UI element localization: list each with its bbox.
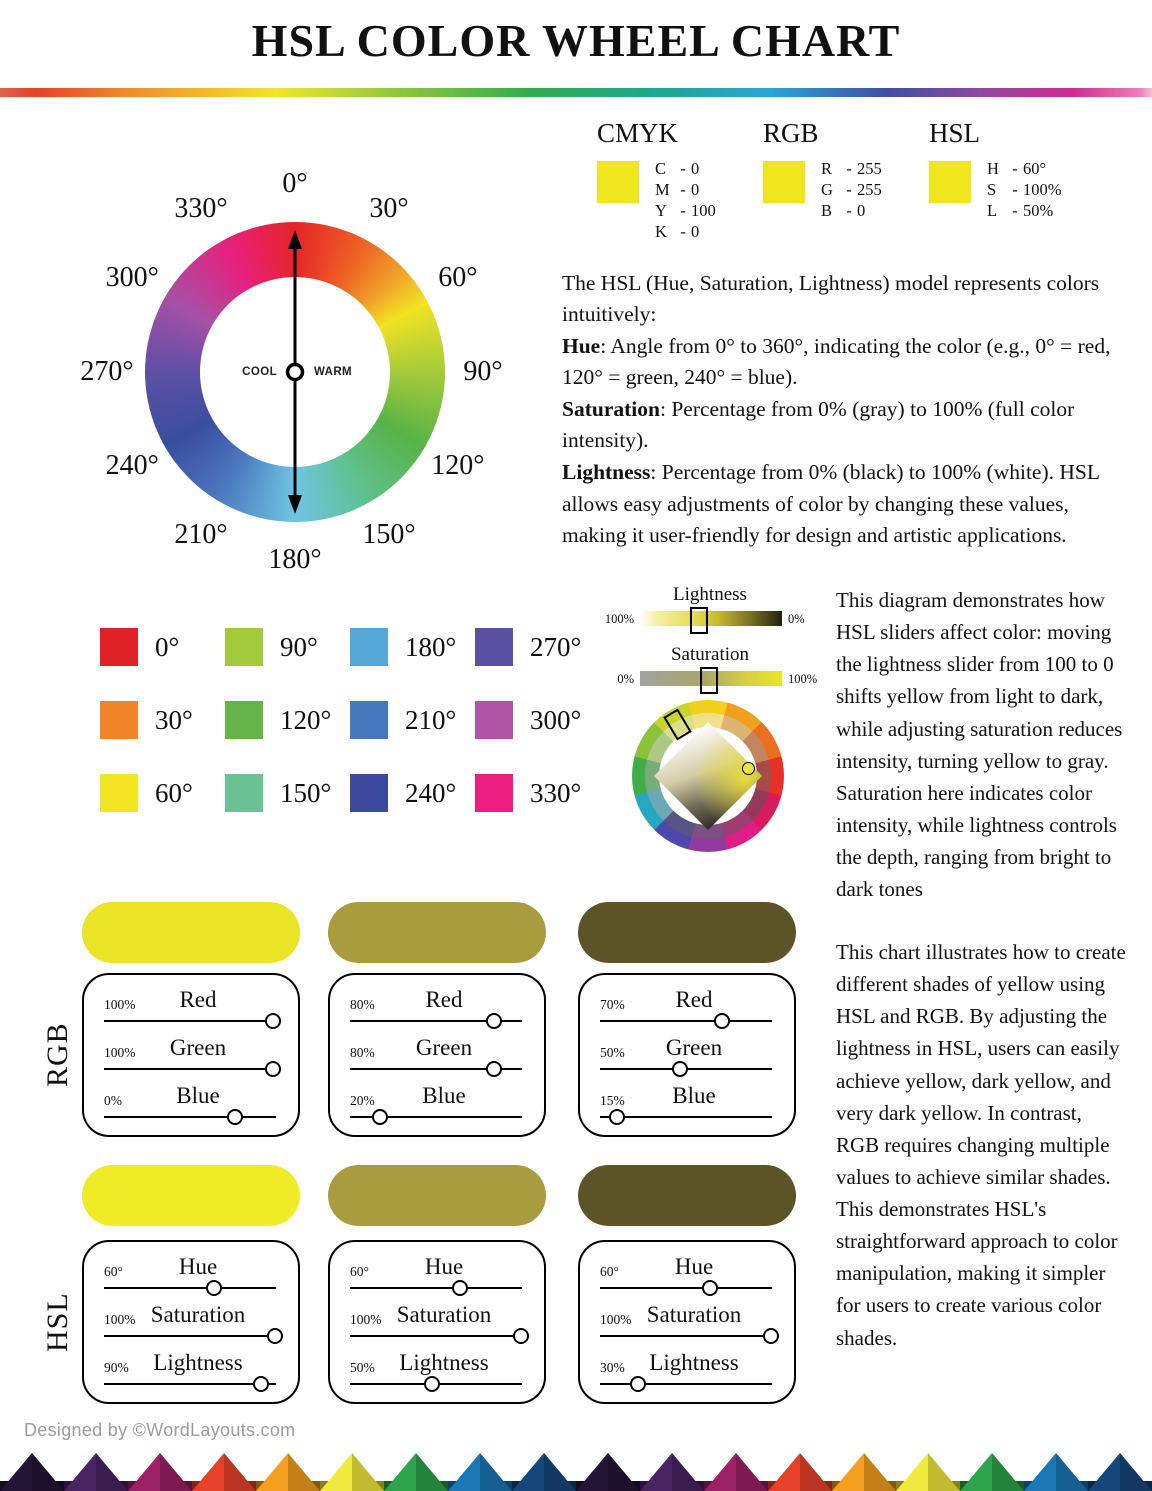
wheel-degree-label: 150° bbox=[362, 518, 416, 550]
slider-row bbox=[104, 988, 278, 1028]
slider-row bbox=[104, 1036, 278, 1076]
row-label-hsl: HSL bbox=[41, 1292, 74, 1352]
color-model-value-row bbox=[821, 200, 882, 221]
slider-row bbox=[104, 1303, 278, 1343]
slider-track bbox=[600, 1062, 774, 1076]
slider-knob bbox=[714, 1013, 730, 1029]
color-model-value-row bbox=[987, 179, 1062, 200]
hue-swatch-item bbox=[475, 628, 597, 666]
slider-row bbox=[350, 1351, 524, 1391]
slider-name: Lightness bbox=[153, 1350, 243, 1375]
value-number: 255 bbox=[857, 159, 882, 178]
value-number: 0 bbox=[691, 222, 700, 241]
shades-chart-paragraph: This chart illustrates how to create different shades of yellow using HSL and RGB. By adjusting the lightness in HSL, users can easily achieve yellow, dark yellow, and very dark yellow. In contrast, RGB requires changing multiple values to achieve similar shades. This demonstrates HSL's straightforward approach to color manipulation, making it simpler for users to create various color shades. bbox=[836, 940, 1126, 1350]
slider-row bbox=[350, 1303, 524, 1343]
value-number: 50% bbox=[1023, 201, 1054, 220]
slider-name: Green bbox=[415, 1035, 473, 1060]
zigzag-footer-pattern bbox=[0, 1451, 1152, 1491]
slider-name: Saturation bbox=[150, 1302, 246, 1327]
hue-swatch-item bbox=[100, 701, 222, 739]
value-key: S bbox=[987, 180, 997, 199]
slider-track bbox=[350, 1014, 524, 1028]
slider-knob bbox=[372, 1109, 388, 1125]
slider-value: 100% bbox=[600, 1312, 632, 1327]
color-model-title: HSL bbox=[929, 118, 981, 148]
saturation-left-value: 0% bbox=[617, 672, 634, 686]
value-dash: - bbox=[846, 180, 852, 199]
lightness-definition: : Percentage from 0% (black) to 100% (white). HSL allows easy adjustments of color by changing these values, making it user-friendly for design and artistic applications. bbox=[562, 460, 1100, 548]
value-dash: - bbox=[1012, 180, 1018, 199]
slider-name: Lightness bbox=[649, 1350, 739, 1375]
slider-name: Blue bbox=[422, 1083, 466, 1108]
slider-track bbox=[350, 1062, 524, 1076]
page-title: HSL COLOR WHEEL CHART bbox=[251, 15, 901, 66]
hue-swatch-label: 30° bbox=[155, 704, 193, 735]
slider-value: 60° bbox=[350, 1264, 369, 1279]
rgb-slider-panel bbox=[328, 973, 546, 1137]
slider-track bbox=[350, 1110, 524, 1124]
slider-row bbox=[600, 1084, 774, 1124]
slider-knob bbox=[267, 1328, 283, 1344]
slider-knob bbox=[206, 1280, 222, 1296]
hue-swatch-item bbox=[225, 701, 347, 739]
slider-name: Red bbox=[179, 987, 217, 1012]
slider-name: Hue bbox=[424, 1254, 464, 1279]
wheel-degree-label: 120° bbox=[431, 450, 485, 481]
hue-swatch-item bbox=[100, 628, 222, 666]
hue-swatch bbox=[100, 701, 138, 739]
value-dash: - bbox=[680, 180, 686, 199]
mini-color-wheel bbox=[632, 700, 784, 852]
color-model-value-row bbox=[655, 158, 716, 179]
color-model-value-row bbox=[821, 158, 882, 179]
slider-knob bbox=[265, 1013, 281, 1029]
hue-swatch-item bbox=[350, 701, 472, 739]
wheel-degree-label: 270° bbox=[80, 356, 134, 387]
wheel-degree-label: 0° bbox=[282, 168, 308, 199]
hsl-slider-panel bbox=[578, 1240, 796, 1404]
slider-name: Blue bbox=[672, 1083, 716, 1108]
slider-track bbox=[600, 1110, 774, 1124]
color-model-cmyk bbox=[597, 118, 747, 242]
slider-track bbox=[104, 1062, 278, 1076]
color-model-title: RGB bbox=[763, 118, 819, 148]
slider-value: 80% bbox=[350, 997, 375, 1012]
slider-row bbox=[600, 1255, 774, 1295]
sliders-demo-paragraph: This diagram demonstrates how HSL sliders affect color: moving the lightness slider from 100 to 0 shifts yellow from light to dark, while adjusting saturation reduces intensity, turning yellow to gray. Saturation here indicates color intensity, while lightness controls the depth, ranging from bright to dark tones bbox=[836, 588, 1123, 902]
slider-knob bbox=[265, 1061, 281, 1077]
slider-knob bbox=[630, 1376, 646, 1392]
color-model-value-row bbox=[655, 200, 716, 221]
color-model-title: CMYK bbox=[597, 118, 679, 148]
slider-row bbox=[350, 1255, 524, 1295]
wheel-degree-label: 330° bbox=[174, 193, 228, 225]
slider-value: 100% bbox=[104, 997, 136, 1012]
color-model-swatch bbox=[929, 161, 971, 203]
saturation-slider-marker bbox=[700, 667, 718, 694]
color-model-value-row bbox=[821, 179, 882, 200]
hue-swatch-label: 150° bbox=[280, 777, 332, 808]
hsl-shade-swatch bbox=[82, 1165, 300, 1226]
slider-row bbox=[104, 1084, 278, 1124]
hue-swatch bbox=[225, 774, 263, 812]
slider-track bbox=[104, 1110, 278, 1124]
hsl-slider-panel bbox=[82, 1240, 300, 1404]
slider-knob bbox=[763, 1328, 779, 1344]
color-model-value-row bbox=[987, 200, 1062, 221]
slider-knob bbox=[609, 1109, 625, 1125]
saturation-definition: : Percentage from 0% (gray) to 100% (full color intensity). bbox=[562, 396, 1075, 453]
value-number: 255 bbox=[857, 180, 882, 199]
slider-knob bbox=[452, 1280, 468, 1296]
value-key: R bbox=[821, 159, 833, 178]
slider-name: Green bbox=[169, 1035, 227, 1060]
rgb-slider-panel bbox=[578, 973, 796, 1137]
value-dash: - bbox=[680, 159, 686, 178]
color-wheel bbox=[80, 168, 503, 575]
slider-track bbox=[600, 1329, 774, 1343]
slider-name: Saturation bbox=[646, 1302, 742, 1327]
slider-row bbox=[350, 1084, 524, 1124]
lightness-right-value: 0% bbox=[788, 612, 805, 626]
hue-swatch-label: 240° bbox=[405, 777, 457, 808]
slider-value: 80% bbox=[350, 1045, 375, 1060]
hue-swatch-label: 0° bbox=[155, 631, 180, 662]
hue-swatch bbox=[100, 628, 138, 666]
slider-track bbox=[600, 1377, 774, 1391]
lightness-slider-bar bbox=[640, 611, 782, 626]
slider-value: 20% bbox=[350, 1093, 375, 1108]
slider-name: Hue bbox=[674, 1254, 714, 1279]
value-key: Y bbox=[655, 201, 667, 220]
slider-knob bbox=[486, 1013, 502, 1029]
slider-name: Red bbox=[675, 987, 713, 1012]
slider-row bbox=[350, 1036, 524, 1076]
value-dash: - bbox=[1012, 201, 1018, 220]
slider-value: 100% bbox=[350, 1312, 382, 1327]
value-dash: - bbox=[846, 159, 852, 178]
saturation-slider-title: Saturation bbox=[670, 644, 750, 665]
mini-wheel-picker-dot bbox=[742, 762, 755, 775]
wheel-degree-label: 90° bbox=[463, 356, 503, 387]
slider-row bbox=[600, 1036, 774, 1076]
slider-track bbox=[350, 1377, 524, 1391]
slider-track bbox=[104, 1281, 278, 1295]
hue-swatch-label: 60° bbox=[155, 777, 193, 808]
value-number: 0 bbox=[691, 180, 700, 199]
hue-swatch-item bbox=[350, 628, 472, 666]
lightness-term: Lightness bbox=[562, 460, 651, 485]
slider-row bbox=[600, 1303, 774, 1343]
wheel-degree-label: 180° bbox=[268, 544, 322, 575]
hue-swatch bbox=[350, 628, 388, 666]
slider-name: Blue bbox=[176, 1083, 220, 1108]
value-key: M bbox=[655, 180, 670, 199]
hue-swatch bbox=[225, 628, 263, 666]
slider-value: 30% bbox=[600, 1360, 625, 1375]
wheel-degree-label: 60° bbox=[438, 262, 478, 293]
slider-knob bbox=[424, 1376, 440, 1392]
hue-swatch bbox=[475, 628, 513, 666]
hue-swatch-item bbox=[100, 774, 222, 812]
value-key: G bbox=[821, 180, 833, 199]
hue-swatch bbox=[225, 701, 263, 739]
slider-name: Saturation bbox=[396, 1302, 492, 1327]
value-dash: - bbox=[1012, 159, 1018, 178]
wheel-degree-label: 30° bbox=[369, 193, 409, 225]
hue-swatch bbox=[350, 774, 388, 812]
rgb-shade-swatch bbox=[328, 902, 546, 963]
color-model-swatch bbox=[597, 161, 639, 203]
slider-knob bbox=[672, 1061, 688, 1077]
slider-track bbox=[104, 1377, 278, 1391]
slider-knob bbox=[702, 1280, 718, 1296]
slider-row bbox=[104, 1255, 278, 1295]
value-dash: - bbox=[680, 222, 686, 241]
hue-swatch-label: 270° bbox=[530, 631, 582, 662]
slider-name: Green bbox=[665, 1035, 723, 1060]
cool-warm-arrow bbox=[145, 222, 445, 522]
intro-line: The HSL (Hue, Saturation, Lightness) model represents colors intuitively: bbox=[562, 270, 1100, 327]
value-dash: - bbox=[846, 201, 852, 220]
slider-value: 15% bbox=[600, 1093, 625, 1108]
hue-swatch-label: 300° bbox=[530, 704, 582, 735]
slider-value: 100% bbox=[104, 1045, 136, 1060]
hue-definition: : Angle from 0° to 360°, indicating the color (e.g., 0° = red, 120° = green, 240° = blue). bbox=[562, 333, 1111, 390]
slider-row bbox=[104, 1351, 278, 1391]
hue-swatch-item bbox=[475, 774, 597, 812]
designer-credit: Designed by ©WordLayouts.com bbox=[24, 1420, 296, 1440]
value-key: K bbox=[655, 222, 667, 241]
color-model-value-row bbox=[987, 158, 1062, 179]
slider-value: 50% bbox=[350, 1360, 375, 1375]
hue-swatch-label: 180° bbox=[405, 631, 457, 662]
value-key: H bbox=[987, 159, 999, 178]
slider-value: 60° bbox=[104, 1264, 123, 1279]
value-number: 60° bbox=[1023, 159, 1047, 178]
hue-swatch-label: 90° bbox=[280, 631, 318, 662]
slider-value: 0% bbox=[104, 1093, 122, 1108]
warm-label: WARM bbox=[314, 366, 353, 378]
slider-value: 70% bbox=[600, 997, 625, 1012]
rgb-shade-swatch bbox=[578, 902, 796, 963]
row-label-rgb: RGB bbox=[41, 1022, 74, 1088]
value-key: B bbox=[821, 201, 833, 220]
slider-knob bbox=[513, 1328, 529, 1344]
hue-swatch-item bbox=[225, 628, 347, 666]
value-number: 0 bbox=[857, 201, 866, 220]
slider-knob bbox=[227, 1109, 243, 1125]
intro-paragraph bbox=[562, 268, 1114, 552]
rgb-slider-panel bbox=[82, 973, 300, 1137]
lightness-left-value: 100% bbox=[604, 612, 634, 626]
slider-value: 50% bbox=[600, 1045, 625, 1060]
value-key: L bbox=[987, 201, 998, 220]
hsl-shade-swatch bbox=[328, 1165, 546, 1226]
slider-track bbox=[104, 1014, 278, 1028]
slider-name: Red bbox=[425, 987, 463, 1012]
value-dash: - bbox=[680, 201, 686, 220]
hue-term: Hue bbox=[562, 333, 601, 358]
hue-swatch bbox=[475, 701, 513, 739]
rainbow-divider bbox=[0, 88, 1152, 97]
wheel-degree-label: 210° bbox=[174, 518, 228, 550]
lightness-slider-title: Lightness bbox=[673, 584, 747, 605]
slider-knob bbox=[486, 1061, 502, 1077]
slider-value: 100% bbox=[104, 1312, 136, 1327]
hue-swatch-item bbox=[350, 774, 472, 812]
color-model-value-row bbox=[655, 221, 716, 242]
slider-name: Hue bbox=[178, 1254, 218, 1279]
hue-swatch-label: 120° bbox=[280, 704, 332, 735]
hsl-slider-panel bbox=[328, 1240, 546, 1404]
hue-swatch-label: 330° bbox=[530, 777, 582, 808]
slider-name: Lightness bbox=[399, 1350, 489, 1375]
color-model-legend bbox=[597, 118, 1079, 242]
slider-track bbox=[600, 1281, 774, 1295]
saturation-term: Saturation bbox=[562, 396, 660, 421]
hue-swatch bbox=[475, 774, 513, 812]
color-model-rgb bbox=[763, 118, 913, 242]
wheel-degree-label: 300° bbox=[105, 262, 159, 293]
color-model-swatch bbox=[763, 161, 805, 203]
hue-swatch bbox=[350, 701, 388, 739]
hue-swatch bbox=[100, 774, 138, 812]
value-number: 0 bbox=[691, 159, 700, 178]
hue-swatch-item bbox=[475, 701, 597, 739]
value-number: 100 bbox=[691, 201, 716, 220]
hue-swatch-label: 210° bbox=[405, 704, 457, 735]
hsl-shade-swatch bbox=[578, 1165, 796, 1226]
slider-row bbox=[600, 988, 774, 1028]
wheel-degree-label: 240° bbox=[105, 450, 159, 481]
hue-swatch-item bbox=[225, 774, 347, 812]
cool-label: COOL bbox=[242, 366, 277, 378]
slider-row bbox=[350, 988, 524, 1028]
slider-knob bbox=[253, 1376, 269, 1392]
rgb-shade-swatch bbox=[82, 902, 300, 963]
saturation-right-value: 100% bbox=[788, 672, 818, 686]
lightness-slider-marker bbox=[690, 607, 708, 634]
color-model-value-row bbox=[655, 179, 716, 200]
color-model-hsl bbox=[929, 118, 1079, 242]
hue-swatch-grid bbox=[100, 628, 597, 812]
value-key: C bbox=[655, 159, 667, 178]
slider-row bbox=[600, 1351, 774, 1391]
slider-track bbox=[350, 1329, 524, 1343]
slider-track bbox=[104, 1329, 278, 1343]
value-number: 100% bbox=[1023, 180, 1062, 199]
slider-track bbox=[350, 1281, 524, 1295]
slider-value: 90% bbox=[104, 1360, 129, 1375]
slider-track bbox=[600, 1014, 774, 1028]
slider-value: 60° bbox=[600, 1264, 619, 1279]
